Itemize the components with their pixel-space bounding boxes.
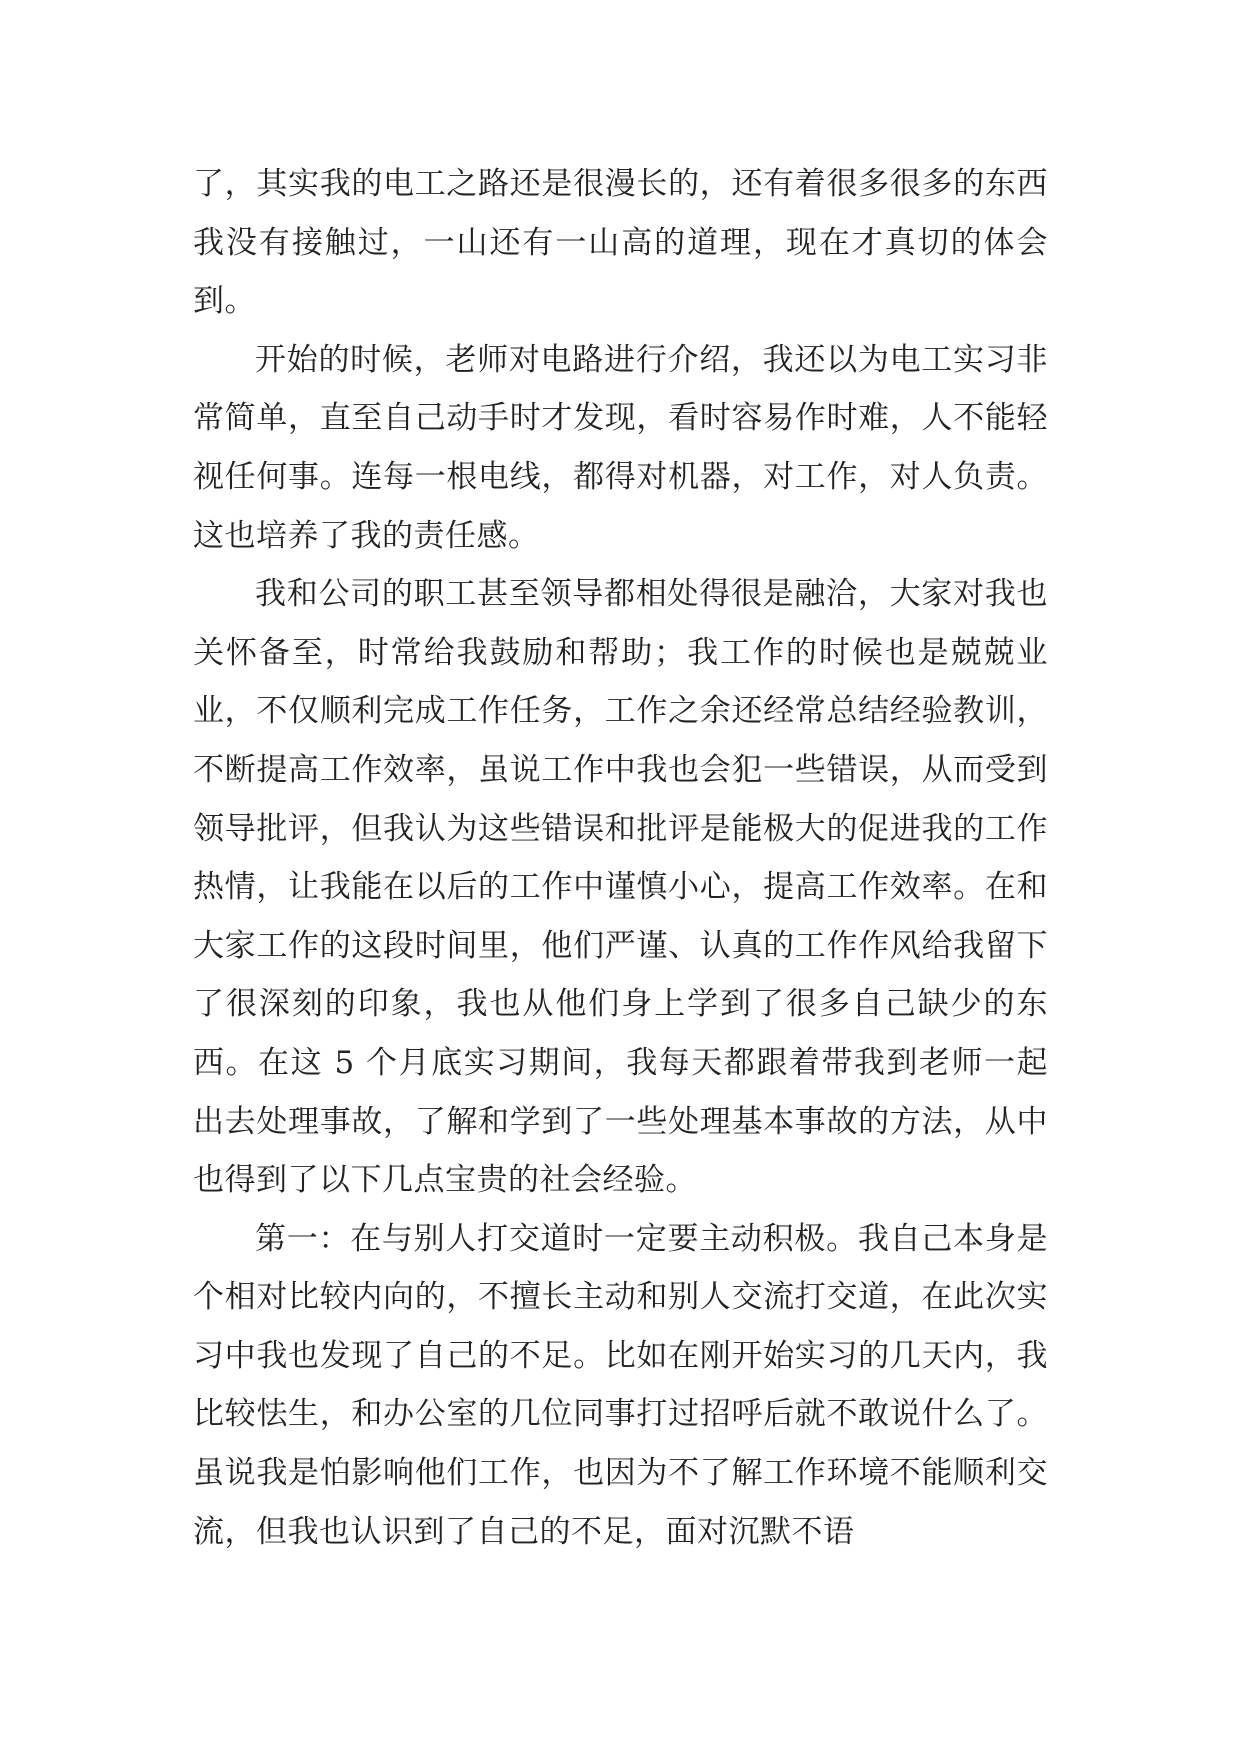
paragraph: 第一：在与别人打交道时一定要主动积极。我自己本身是个相对比较内向的，不擅长主动和别人交流打交道，在此次实习中我也发现了自己的不足。比如在刚开始实习的几天内，我比较怯生，和办公室的几位同事打过招呼后就不敢说什么了。虽说我是怕影响他们工作，也因为不了解工作环境不能顺利交流，但我也认识到了自己的不足，面对沉默不语 [193, 1220, 1048, 1550]
paragraph: 了，其实我的电工之路还是很漫长的，还有着很多很多的东西我没有接触过，一山还有一山高的道理，现在才真切的体会到。 [193, 166, 1048, 320]
paragraph: 我和公司的职工甚至领导都相处得很是融洽，大家对我也关怀备至，时常给我鼓励和帮助；我工作的时候也是兢兢业业，不仅顺利完成工作任务，工作之余还经常总结经验教训，不断提高工作效率，虽说工作中我也会犯一些错误，从而受到领导批评，但我认为这些错误和批评是能极大的促进我的工作热情，让我能在以后的工作中谨慎小心，提高工作效率。在和大家工作的这段时间里，他们严谨、认真的工作作风给我留下了很深刻的印象，我也从他们身上学到了很多自己缺少的东西。在这 5 个月底实习期间，我每天都跟着带我到老师一起出去处理事故，了解和学到了一些处理基本事故的方法，从中也得到了以下几点宝贵的社会经验。 [193, 576, 1048, 1199]
paragraph: 开始的时候，老师对电路进行介绍，我还以为电工实习非常简单，直至自己动手时才发现，看时容易作时难，人不能轻视任何事。连每一根电线，都得对机器，对工作，对人负责。这也培养了我的责任感。 [193, 341, 1048, 554]
document-body [193, 155, 1048, 1561]
